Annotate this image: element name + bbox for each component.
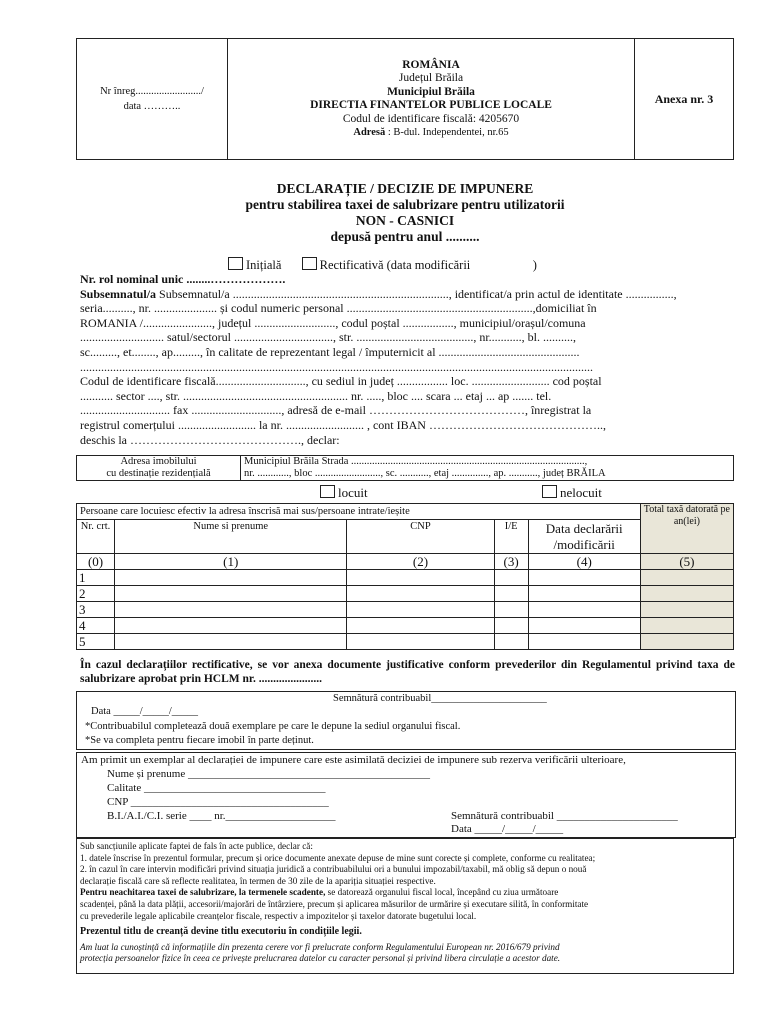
header-nr: Nr. crt. — [77, 520, 115, 554]
declaration-type — [228, 257, 537, 273]
initial-checkbox[interactable] — [228, 257, 243, 270]
signature-note-1: *Contribuabilul completează două exemplare pe care le depune la sediul organului fiscal. — [85, 721, 461, 732]
index-1: (1) — [115, 554, 347, 570]
declarant-section — [80, 272, 735, 447]
legal-line-2: 1. datele înscrise în prezentul formular, precum și orice documente anexate depuse de mine sunt corecte și complete, conforme cu realitatea; — [80, 852, 596, 863]
fiscal-code: Codul de identificare fiscală: 4205670 — [342, 112, 520, 125]
uninhabited-checkbox[interactable] — [542, 485, 557, 498]
title-line-3: NON - CASNICI — [355, 213, 455, 228]
legal-line-3: 2. în cazul în care intervin modificări privind situația juridică a contribuabilului ori a bunului impozabil/taxabil, mă oblig să depun o nouă — [80, 864, 587, 875]
table-row: 3 — [77, 602, 734, 618]
receipt-quality: Calitate _________________________________ — [107, 782, 326, 794]
receipt-box — [76, 752, 736, 838]
legal-line-5: Pentru neachitarea taxei de salubrizare, la termenele scadente, se datorează organului fiscal local, începând cu ziua următoare — [80, 887, 559, 898]
property-label: Adresa imobilului cu destinație rezidențială — [77, 456, 241, 481]
uninhabited-option: nelocuit — [542, 485, 602, 501]
legal-line-6: scadenței, până la data plății, accesorii/majorări de întârziere, precum și aplicarea măsurilor de urmărire și executare silită, în conformitate — [80, 898, 589, 909]
total-header: Total taxă datorată pe an(lei) — [640, 504, 733, 554]
index-5: (5) — [640, 554, 733, 570]
declarant-line-5: sc........., et........, ap........., în calitate de reprezentant legal / împuternicit al ............................................... — [80, 344, 580, 359]
signature-box — [76, 691, 736, 750]
legal-line-4: declarație fiscală care să reflecte realitatea, în termen de 30 zile de la apariția situației respective. — [80, 875, 436, 886]
signature-note-2: *Se va completa pentru fiecare imobil în parte deținut. — [85, 735, 314, 746]
receipt-name: Nume și prenume ____________________________________________ — [107, 768, 430, 780]
form-title — [76, 181, 734, 245]
company-line-1: Codul de identificare fiscală.............................., cu sediul in județ ................. loc. .......................... cod poștal — [80, 374, 602, 389]
country-name: ROMÂNIA — [402, 58, 460, 71]
rectification-label: Rectificativă (data modificării ) — [319, 258, 537, 272]
header-name: Nume si prenume — [115, 520, 347, 554]
company-line-4: registrul comerțului .......................... la nr. .......................... , cont IBAN …………………………………….., — [80, 417, 606, 432]
company-line-2: ........... sector ...., str. ....................................................... nr. ....., bloc .... scara ... etaj ... ap ....... tel. — [80, 388, 552, 403]
legal-line-7: cu prevederile legale aplicabile creanțelor fiscale, respectiv a impozitelor și taxelor datorate bugetului local. — [80, 910, 477, 921]
table-row: 2 — [77, 586, 734, 602]
legal-box — [76, 838, 734, 974]
receipt-cnp: CNP ____________________________________ — [107, 796, 329, 808]
header-ie: I/E — [494, 520, 528, 554]
registration-cell — [77, 39, 228, 160]
title-line-4: depusă pentru anul .......... — [330, 229, 480, 244]
registration-number: Nr înreg........................./ — [100, 86, 204, 97]
declarant-line-2: seria.........., nr. ..................... și codul numeric personal ..............................................................,domiciliat în — [80, 301, 597, 316]
index-3: (3) — [494, 554, 528, 570]
legal-line-1: Sub sancțiunile aplicate faptei de fals în acte publice, declar că: — [80, 841, 313, 851]
title-line-2: pentru stabilirea taxei de salubrizare pentru utilizatorii — [245, 197, 565, 212]
declarant-line-1: Subsemnatul/a Subsemnatul/a ........................................................................, identificat/a prin actul de identitate ................, — [80, 286, 677, 301]
persons-table — [76, 503, 734, 650]
index-2: (2) — [347, 554, 494, 570]
authority-cell — [228, 39, 635, 160]
company-line-3: .............................. fax .............................., adresă de e-mail …………………………………, înregistrat la — [80, 403, 592, 418]
legal-line-8: Prezentul titlu de creanță devine titlu executoriu în condițiile legii. — [80, 926, 362, 938]
rectification-checkbox[interactable] — [302, 257, 317, 270]
receipt-signature: Semnătură contribuabil ______________________ — [451, 810, 678, 822]
form-header — [76, 38, 734, 160]
declarant-line-6: ........................................................................................................................................................................... — [80, 359, 593, 374]
index-4: (4) — [528, 554, 640, 570]
county-name: Județul Brăila — [398, 72, 464, 84]
authority-address: Adresă : B-dul. Independentei, nr.65 — [353, 127, 509, 138]
registration-date: data ……….. — [123, 101, 181, 112]
declarant-line-3: ROMANIA /......................., județul ..........................., codul poștal ................., municipiul/orașul/comuna — [80, 315, 586, 330]
rol-line: Nr. rol nominal unic ........………………. — [80, 272, 286, 286]
property-address: Municipiul Brăila Strada ........................................................................................., nr. ............, bloc ........................., sc. ..........., etaj .............., ap. ..........., județ BRĂILA — [241, 456, 734, 481]
table-row: 5 — [77, 634, 734, 650]
contributor-signature: Semnătură contribuabil______________________ — [333, 693, 547, 704]
inhabited-option: locuit — [320, 485, 368, 501]
municipality-name: Municipiul Brăila — [387, 85, 475, 98]
receipt-intro: Am primit un exemplar al declarației de impunere care este asimilată deciziei de impunere sub rezerva verificării ulterioare, — [81, 754, 626, 766]
signature-date: Data _____/_____/_____ — [91, 706, 199, 717]
title-line-1: DECLARAȚIE / DECIZIE DE IMPUNERE — [276, 181, 534, 196]
rectification-note: În cazul declarațiilor rectificative, se vor anexa documente justificative conform prevederilor din Regulamentul privind taxa de salubrizare aprobat prin HCLM nr. ...................... — [80, 659, 735, 685]
legal-line-9: Am luat la cunoștință că informațiile din prezenta cerere vor fi prelucrate conform Regulamentului European nr. 2016/679 privind — [80, 941, 560, 952]
property-address-table — [76, 455, 734, 481]
receipt-id-document: B.I./A.I./C.I. serie ____ nr.____________________ — [107, 810, 336, 822]
company-line-5: deschis la ……………………………………., declar: — [80, 432, 340, 447]
persons-caption: Persoane care locuiesc efectiv la adresa înscrisă mai sus/persoane intrate/ieșite — [77, 504, 641, 520]
declarant-line-4: ............................ satul/sectorul ................................., str. ......................................., nr..........., bl. .........., — [80, 330, 576, 345]
inhabited-checkbox[interactable] — [320, 485, 335, 498]
annex-label: Anexa nr. 3 — [635, 39, 734, 160]
index-0: (0) — [77, 554, 115, 570]
header-cnp: CNP — [347, 520, 494, 554]
table-row: 1 — [77, 570, 734, 586]
receipt-date: Data _____/_____/_____ — [451, 823, 564, 835]
legal-line-10: protecția persoanelor fizice în ceea ce privește prelucrarea datelor cu caracter personal și privind libera circulație a acestor date. — [80, 953, 561, 964]
header-date: Data declarării /modificării — [528, 520, 640, 554]
table-row: 4 — [77, 618, 734, 634]
directorate-name: DIRECTIA FINANTELOR PUBLICE LOCALE — [310, 99, 552, 111]
initial-label: Inițială — [246, 258, 282, 272]
